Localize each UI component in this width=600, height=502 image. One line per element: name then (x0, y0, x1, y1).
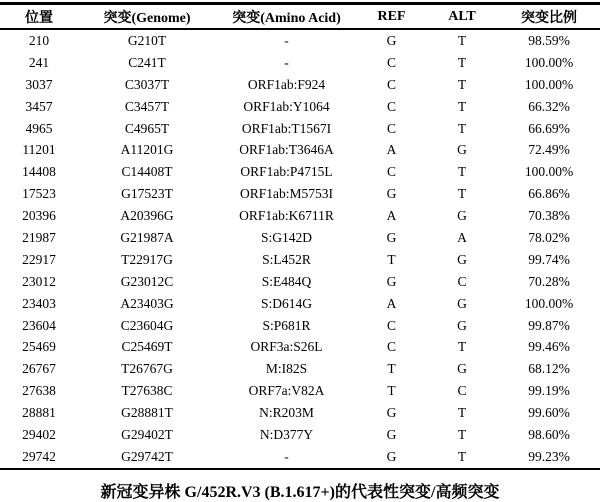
column-header: REF (377, 8, 406, 24)
table-row (0, 358, 600, 380)
table-cell: 23604 (22, 317, 56, 333)
table-cell: A (386, 295, 397, 311)
table-cell: S:L452R (262, 251, 311, 267)
table-cell: ORF1ab:F924 (247, 76, 326, 92)
table-row (0, 161, 600, 183)
header-row (0, 4, 600, 30)
table-cell: 4965 (25, 120, 53, 136)
table-cell: G (457, 295, 467, 311)
table-cell: 70.38% (528, 208, 570, 224)
table-cell: C (386, 120, 396, 136)
table-cell: 99.46% (528, 339, 570, 355)
table-cell: 66.32% (528, 98, 570, 114)
table-cell: ORF1ab:M5753I (239, 186, 333, 202)
table-header (0, 4, 600, 30)
table-cell: G (386, 426, 397, 442)
table-cell: T27638C (121, 383, 173, 399)
table-row (0, 424, 600, 446)
table-cell: 11201 (22, 142, 56, 158)
table-cell: G (386, 448, 397, 464)
table-cell: 27638 (22, 383, 56, 399)
table-cell: C (386, 54, 396, 70)
table-cell: 23012 (22, 273, 56, 289)
table-cell: S:G142D (260, 229, 312, 245)
table-cell: C (457, 383, 467, 399)
table-cell: ORF3a:S26L (250, 339, 323, 355)
table-cell: S:P681R (262, 317, 311, 333)
table-cell: 29402 (22, 426, 56, 442)
column-header: 突变(Genome) (103, 10, 191, 26)
table-body (0, 29, 600, 469)
table-row (0, 96, 600, 118)
table-cell: G (386, 405, 397, 421)
column-header: 位置 (25, 10, 53, 26)
table-row (0, 74, 600, 96)
table-row (0, 118, 600, 140)
table-cell: ORF1ab:T3646A (239, 142, 334, 158)
table-cell: 78.02% (528, 229, 570, 245)
table-cell: ORF1ab:P4715L (240, 164, 333, 180)
table-row (0, 249, 600, 271)
table-cell: G (457, 317, 467, 333)
table-cell: - (284, 54, 289, 70)
table-caption: 新冠变异株 G/452R.V3 (B.1.617+)的代表性突变/高频突变 (100, 483, 500, 501)
table-cell: 22917 (22, 251, 56, 267)
table-cell: C (386, 339, 396, 355)
table-cell: C (386, 76, 396, 92)
table-cell: 100.00% (524, 164, 574, 180)
table-cell: 25469 (22, 339, 56, 355)
table-cell: C25469T (121, 339, 173, 355)
table-cell: G21987A (120, 229, 174, 245)
table-cell: C3037T (124, 76, 170, 92)
table-cell: T (457, 54, 467, 70)
table-cell: G29742T (121, 448, 173, 464)
table-cell: N:R203M (259, 405, 314, 421)
table-row (0, 293, 600, 315)
table-cell: T26767G (121, 361, 173, 377)
table-cell: 99.19% (528, 383, 570, 399)
table-cell: 99.74% (528, 251, 570, 267)
table-cell: 66.69% (528, 120, 570, 136)
table-cell: 100.00% (524, 76, 574, 92)
table-cell: N:D377Y (259, 426, 314, 442)
table-cell: G17523T (121, 186, 173, 202)
table-row (0, 183, 600, 205)
table-cell: C4965T (124, 120, 170, 136)
table-cell: T (457, 339, 467, 355)
table-cell: A (457, 229, 467, 245)
table-cell: - (284, 32, 289, 48)
table-cell: T (457, 164, 467, 180)
table-cell: T (457, 32, 467, 48)
table-cell: T (457, 186, 467, 202)
table-cell: A (386, 208, 397, 224)
table-cell: 29742 (22, 448, 56, 464)
table-cell: A (386, 142, 397, 158)
table-cell: T (457, 76, 467, 92)
table-cell: C14408T (121, 164, 173, 180)
table-cell: C3457T (124, 98, 170, 114)
table-row (0, 52, 600, 74)
table-cell: 66.86% (528, 186, 570, 202)
table-cell: T (457, 448, 467, 464)
table-cell: G (457, 142, 467, 158)
table-cell: C (386, 164, 396, 180)
table-cell: M:I82S (265, 361, 308, 377)
table-row (0, 271, 600, 293)
table-cell: 98.59% (528, 32, 570, 48)
table-cell: G (386, 32, 397, 48)
table-row (0, 29, 600, 52)
table-cell: G (457, 208, 467, 224)
table-cell: A20396G (120, 208, 174, 224)
table-cell: ORF1ab:K6711R (239, 208, 334, 224)
table-cell: G (457, 361, 467, 377)
column-header: 突变(Amino Acid) (232, 10, 341, 26)
table-cell: ORF7a:V82A (248, 383, 325, 399)
table-cell: 100.00% (524, 54, 574, 70)
table-cell: C (457, 273, 467, 289)
table-cell: 70.28% (528, 273, 570, 289)
table-cell: T (457, 426, 467, 442)
table-cell: 210 (28, 32, 50, 48)
table-cell: A11201G (120, 142, 174, 158)
table-cell: 23403 (22, 295, 56, 311)
column-header: ALT (448, 8, 476, 24)
table-row (0, 139, 600, 161)
table-cell: C (386, 98, 396, 114)
table-cell: 3457 (25, 98, 53, 114)
table-row (0, 380, 600, 402)
table-cell: G28881T (121, 405, 173, 421)
table-cell: 20396 (22, 208, 56, 224)
table-cell: 99.23% (528, 448, 570, 464)
table-cell: A23403G (120, 295, 174, 311)
table-row (0, 446, 600, 469)
table-cell: 14408 (22, 164, 56, 180)
table-cell: 99.60% (528, 405, 570, 421)
table-cell: - (284, 448, 289, 464)
table-cell: T (457, 98, 467, 114)
table-cell: G23012C (120, 273, 174, 289)
table-cell: T (387, 361, 396, 377)
table-cell: T (387, 251, 396, 267)
table-cell: S:E484Q (261, 273, 312, 289)
table-cell: 17523 (22, 186, 56, 202)
table-cell: 21987 (22, 229, 56, 245)
table-row (0, 402, 600, 424)
table-cell: 241 (28, 54, 50, 70)
table-cell: G (386, 273, 397, 289)
table-cell: 28881 (22, 405, 56, 421)
table-cell: T22917G (121, 251, 173, 267)
table-cell: 100.00% (524, 295, 574, 311)
table-cell: T (457, 405, 467, 421)
table-cell: ORF1ab:T1567I (241, 120, 332, 136)
table-cell: G210T (127, 32, 167, 48)
table-cell: ORF1ab:Y1064 (243, 98, 330, 114)
table-cell: 99.87% (528, 317, 570, 333)
table-cell: 3037 (25, 76, 53, 92)
table-cell: C (386, 317, 396, 333)
table-cell: T (387, 383, 396, 399)
table-cell: 72.49% (528, 142, 570, 158)
table-cell: 98.60% (528, 426, 570, 442)
table-cell: G (457, 251, 467, 267)
table-cell: S:D614G (260, 295, 312, 311)
table-cell: G (386, 229, 397, 245)
table-cell: G (386, 186, 397, 202)
table-cell: C241T (128, 54, 166, 70)
table-cell: T (457, 120, 467, 136)
table-cell: 26767 (22, 361, 56, 377)
table-row (0, 315, 600, 337)
table-row (0, 205, 600, 227)
table-row (0, 227, 600, 249)
table-cell: 68.12% (528, 361, 570, 377)
column-header: 突变比例 (521, 10, 577, 26)
mutation-table (0, 2, 600, 470)
table-cell: G29402T (121, 426, 173, 442)
table-cell: C23604G (120, 317, 174, 333)
table-row (0, 336, 600, 358)
